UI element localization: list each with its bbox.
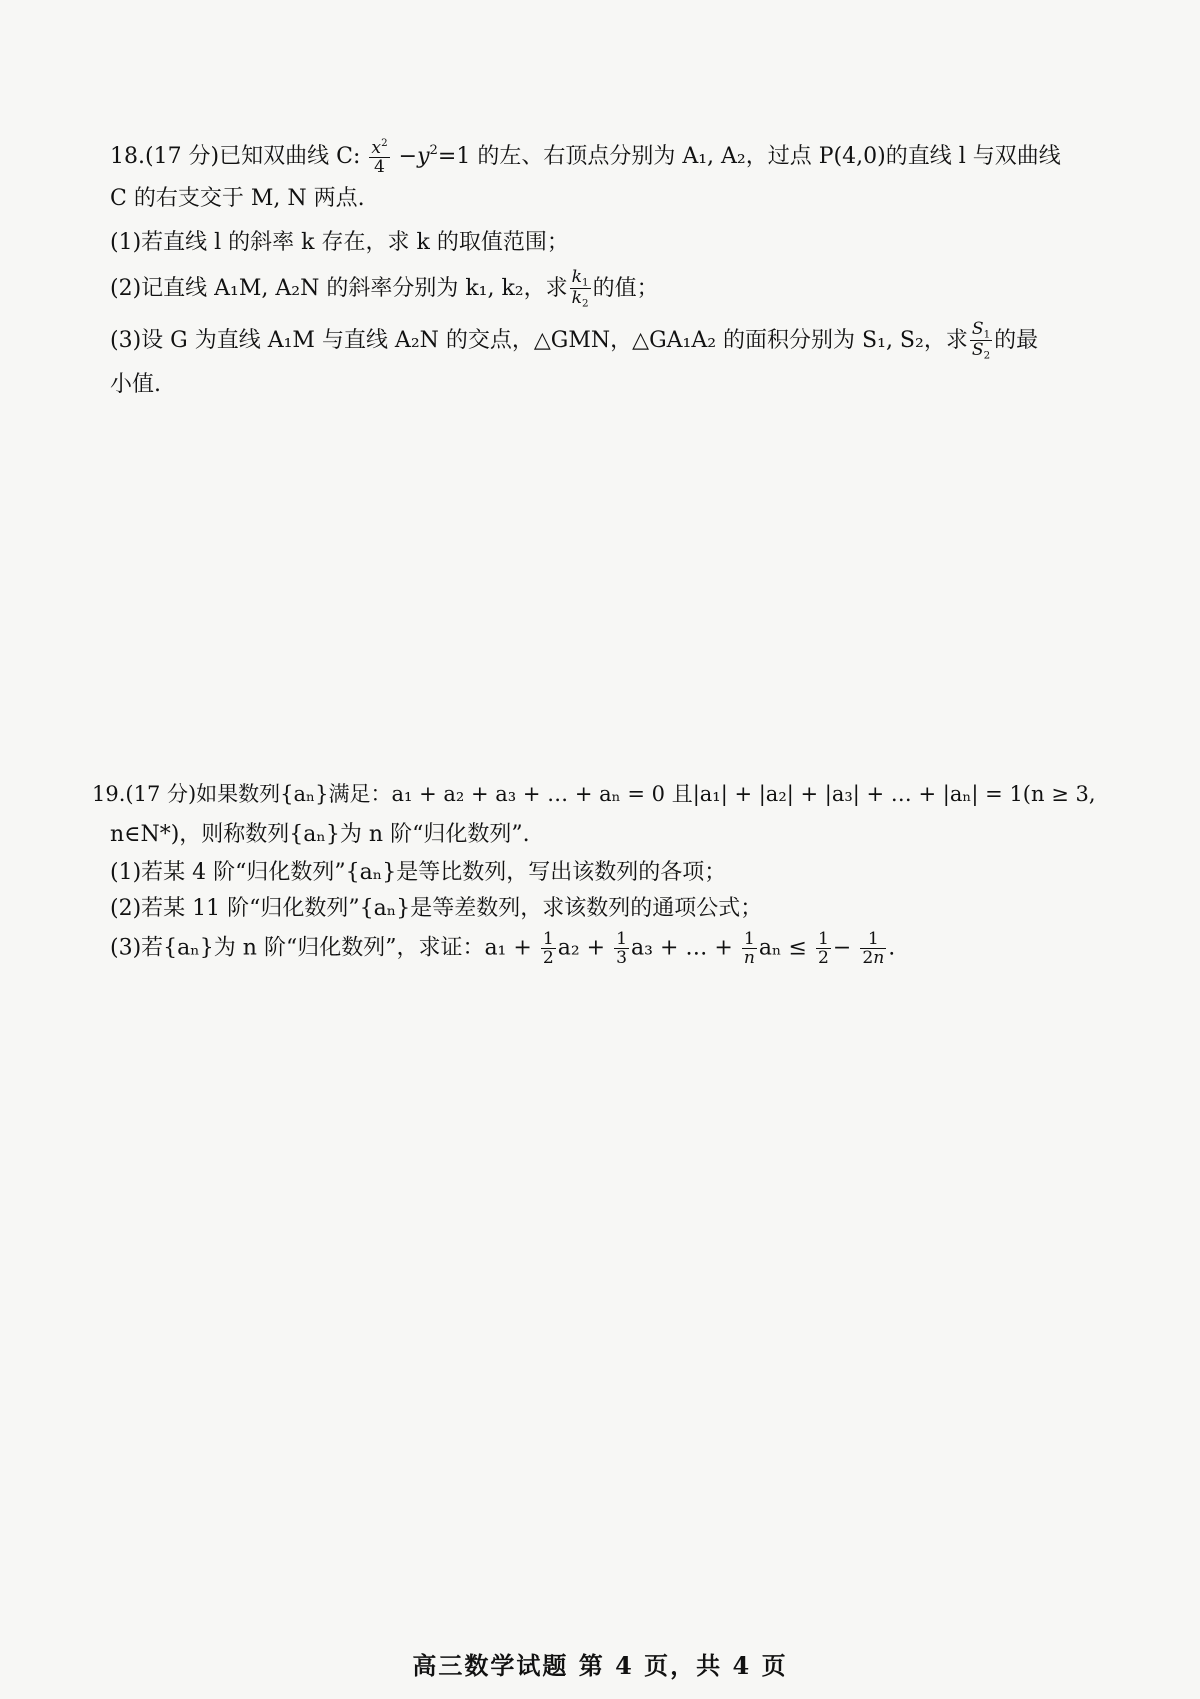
q19-frac-rhs-1-2n: $\frac{1}{2n}$ xyxy=(862,929,885,968)
q18-part-1: (1)若直线 l 的斜率 k 存在，求 k 的取值范围； xyxy=(110,230,569,255)
q18-line-1 xyxy=(110,138,1061,176)
q18-part-2 xyxy=(110,268,659,310)
q19-line-2: n∈N*)，则称数列{aₙ}为 n 阶“归化数列”. xyxy=(110,822,530,847)
q18-vertices: A₁, A₂ xyxy=(682,144,746,170)
q19-minus: − xyxy=(832,935,852,961)
q18-k1-over-k2: $\frac{k_1}{k_2}$ xyxy=(571,267,589,310)
q19-part-3 xyxy=(110,930,895,967)
q18-line-2: C 的右支交于 M, N 两点. xyxy=(110,186,365,211)
q19-part-3-text: (3)若{aₙ}为 n 阶“归化数列”，求证：a₁ + xyxy=(110,935,532,961)
q19-frac-1-3: $\frac{1}{3}$ xyxy=(616,929,628,968)
q18-part-3 xyxy=(110,320,1038,362)
q18-cond: 的左、右顶点分别为 xyxy=(477,144,676,170)
q19-term-a3: a₃ + … + xyxy=(631,935,733,961)
q18-s1-over-s2: $\frac{S_1}{S_2}$ xyxy=(971,319,991,362)
q18-through: ，过点 P(4,0)的直线 l 与双曲线 xyxy=(745,144,1061,170)
q18-head: 18.(17 分)已知双曲线 C: xyxy=(110,144,361,170)
q18-part-2-text: (2)记直线 A₁M, A₂N 的斜率分别为 k₁, k₂，求 xyxy=(110,275,568,301)
q19-frac-1-2: $\frac{1}{2}$ xyxy=(542,929,554,968)
q19-frac-rhs-1-2: $\frac{1}{2}$ xyxy=(817,929,829,968)
q19-frac-1-n: $\frac{1}{n}$ xyxy=(743,929,755,968)
q19-term-a2: a₂ + xyxy=(557,935,606,961)
q19-part-2: (2)若某 11 阶“归化数列”{aₙ}是等差数列，求该数列的通项公式； xyxy=(110,896,763,921)
q19-part-1: (1)若某 4 阶“归化数列”{aₙ}是等比数列，写出该数列的各项； xyxy=(110,860,727,885)
page-footer: 高三数学试题 第 4 页，共 4 页 xyxy=(412,1651,788,1680)
q18-x2-over-4: $\frac{x^2}{4}$ xyxy=(371,137,388,178)
q19-term-an: aₙ ≤ xyxy=(758,935,807,961)
q19-line-1: 19.(17 分)如果数列{aₙ}满足：a₁ + a₂ + a₃ + … + aₙ = 0 且|a₁| + |a₂| + |a₃| + … + |aₙ| = 1(n ≥ 3, xyxy=(92,782,1096,806)
q18-equation-rest: $-y^2=1$ xyxy=(398,142,478,170)
q18-part-2-end: 的值； xyxy=(592,275,659,301)
q18-part-3-text: (3)设 G 为直线 A₁M 与直线 A₂N 的交点，△GMN，△GA₁A₂ 的面积分别为 S₁, S₂，求 xyxy=(110,327,968,353)
q19-period: . xyxy=(888,935,896,961)
q18-part-3-cont: 小值. xyxy=(110,372,161,397)
q18-part-3-end: 的最 xyxy=(994,327,1039,353)
